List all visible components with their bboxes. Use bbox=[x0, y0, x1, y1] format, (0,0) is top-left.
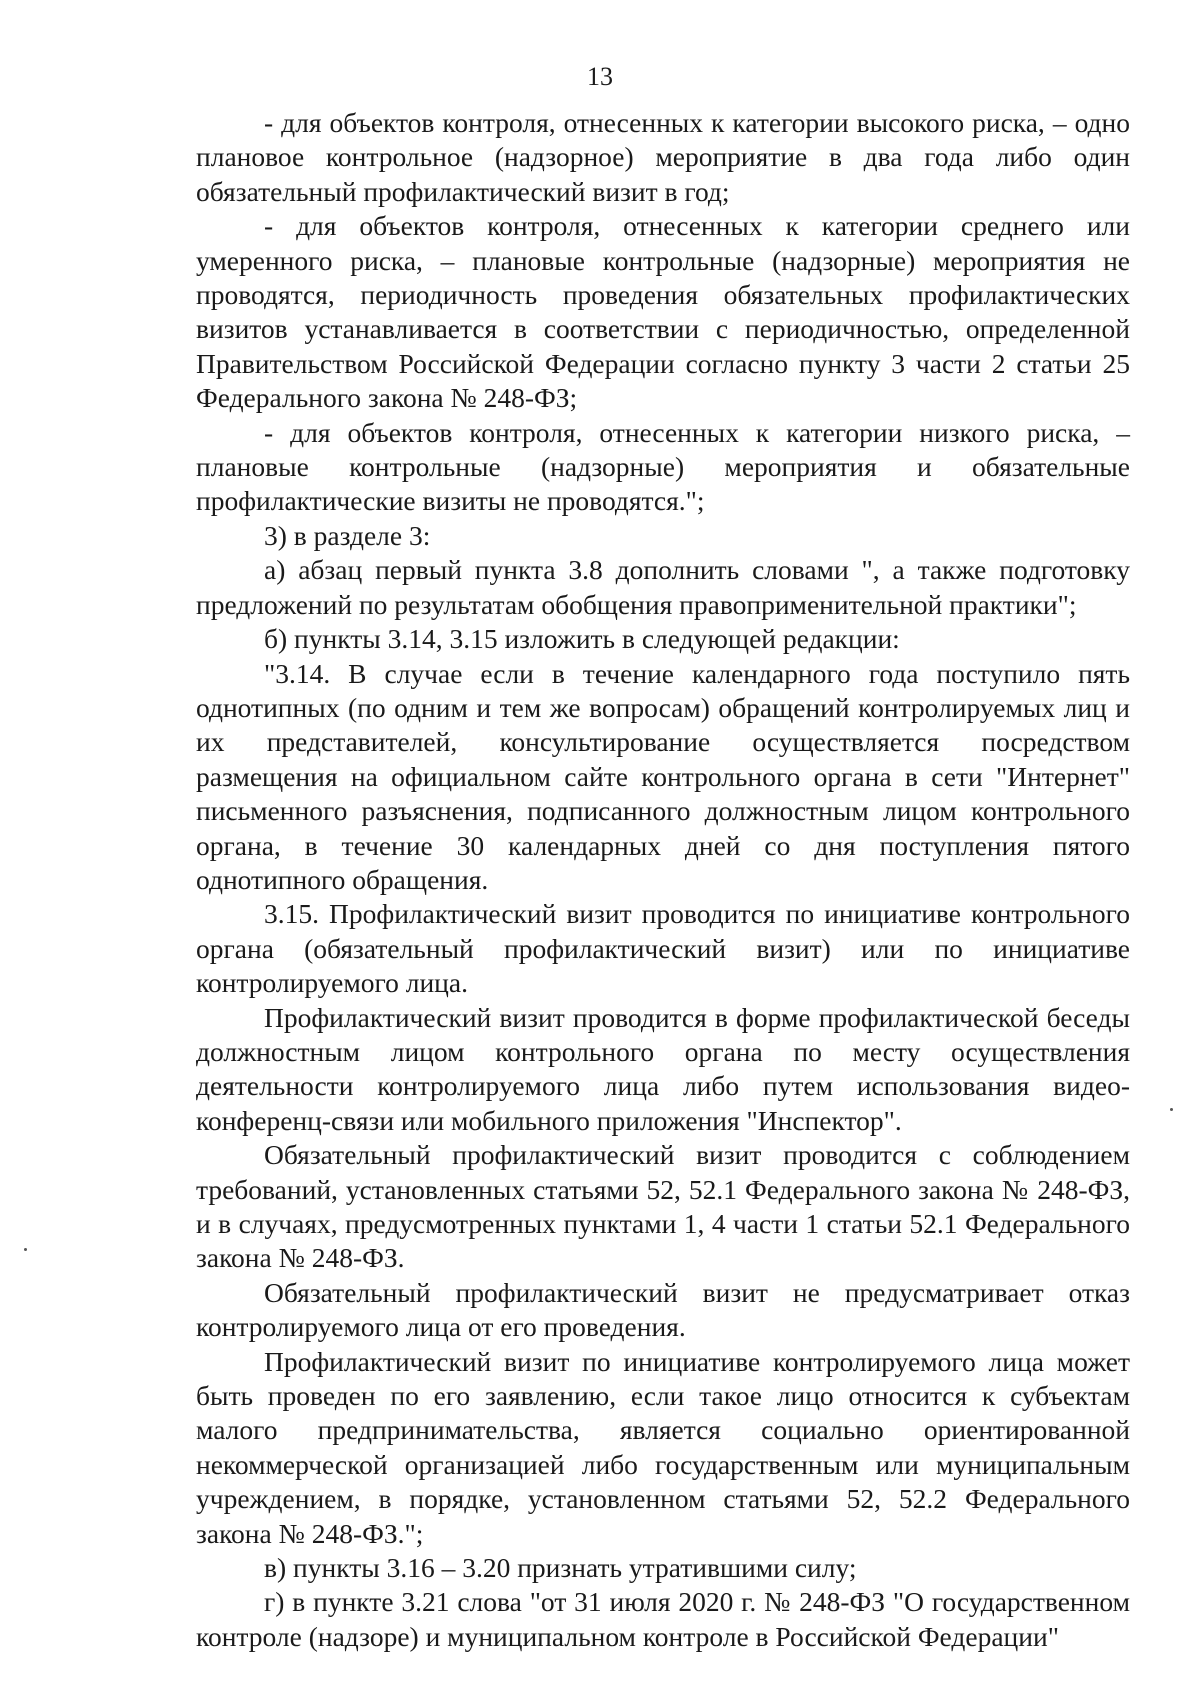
paragraph-section-3: 3) в разделе 3: bbox=[264, 519, 431, 551]
scan-speck bbox=[1170, 1108, 1173, 1111]
paragraph-visit-form: Профилактический визит проводится в форме профилактической беседы должностным лицом контрольного органа по месту осуществления деятельности контролируемого лица либо путем использования видео-конференц-связи или мобильного приложения "Инспектор". bbox=[196, 1001, 1130, 1136]
paragraph-item-b: б) пункты 3.14, 3.15 изложить в следующей редакции: bbox=[264, 623, 900, 655]
paragraph-item-v: в) пункты 3.16 – 3.20 признать утратившими силу; bbox=[264, 1552, 857, 1584]
page-number: 13 bbox=[587, 62, 613, 91]
paragraph-visit-initiative: Профилактический визит по инициативе контролируемого лица может быть проведен по его заявлению, если такое лицо относится к субъектам малого предпринимательства, является социально ориентированной некоммерческой организацией либо государственным или муниципальным учреждением, в порядке, установленном статьями 52, 52.2 Федерального закона № 248-ФЗ."; bbox=[196, 1345, 1130, 1549]
paragraph-mandatory-visit: Обязательный профилактический визит проводится с соблюдением требований, установленных статьями 52, 52.1 Федерального закона № 248-ФЗ, и в случаях, предусмотренных пунктами 1, 4 части 1 статьи 52.1 Федерального закона № 248-ФЗ. bbox=[196, 1139, 1130, 1274]
paragraph-medium-risk: - для объектов контроля, отнесенных к категории среднего или умеренного риска, – плановые контрольные (надзорные) мероприятия не проводятся, периодичность проведения обязательных профилактических визитов устанавливается в соответствии с периодичностью, определенной Правительством Российской Федерации согласно пункту 3 части 2 статьи 25 Федерального закона № 248-ФЗ; bbox=[196, 210, 1130, 414]
paragraph-item-g: г) в пункте 3.21 слова "от 31 июля 2020 г. № 248-ФЗ "О государственном контроле (надзоре) и муниципальном контроле в Российской Федерации" bbox=[196, 1586, 1130, 1652]
paragraph-clause-3-14: "3.14. В случае если в течение календарного года поступило пять однотипных (по одним и тем же вопросам) обращений контролируемых лиц и их представителей, консультирование осуществляется посредством размещения на официальном сайте контрольного органа в сети "Интернет" письменного разъяснения, подписанного должностным лицом контрольного органа, в течение 30 календарных дней со дня поступления пятого однотипного обращения. bbox=[196, 657, 1130, 895]
document-body bbox=[196, 106, 1130, 1654]
scan-speck bbox=[24, 1248, 27, 1251]
paragraph-high-risk: - для объектов контроля, отнесенных к категории высокого риска, – одно плановое контрольное (надзорное) мероприятие в два года либо один обязательный профилактический визит в год; bbox=[196, 107, 1130, 207]
paragraph-clause-3-15: 3.15. Профилактический визит проводится по инициативе контрольного органа (обязательный профилактический визит) или по инициативе контролируемого лица. bbox=[196, 898, 1130, 999]
paragraph-low-risk: - для объектов контроля, отнесенных к категории низкого риска, – плановые контрольные (надзорные) мероприятия и обязательные профилактические визиты не проводятся."; bbox=[196, 416, 1130, 517]
paragraph-item-a: а) абзац первый пункта 3.8 дополнить словами ", а также подготовку предложений по результатам обобщения правоприменительной практики"; bbox=[196, 554, 1130, 620]
paragraph-no-refusal: Обязательный профилактический визит не предусматривает отказ контролируемого лица от его проведения. bbox=[196, 1276, 1130, 1343]
